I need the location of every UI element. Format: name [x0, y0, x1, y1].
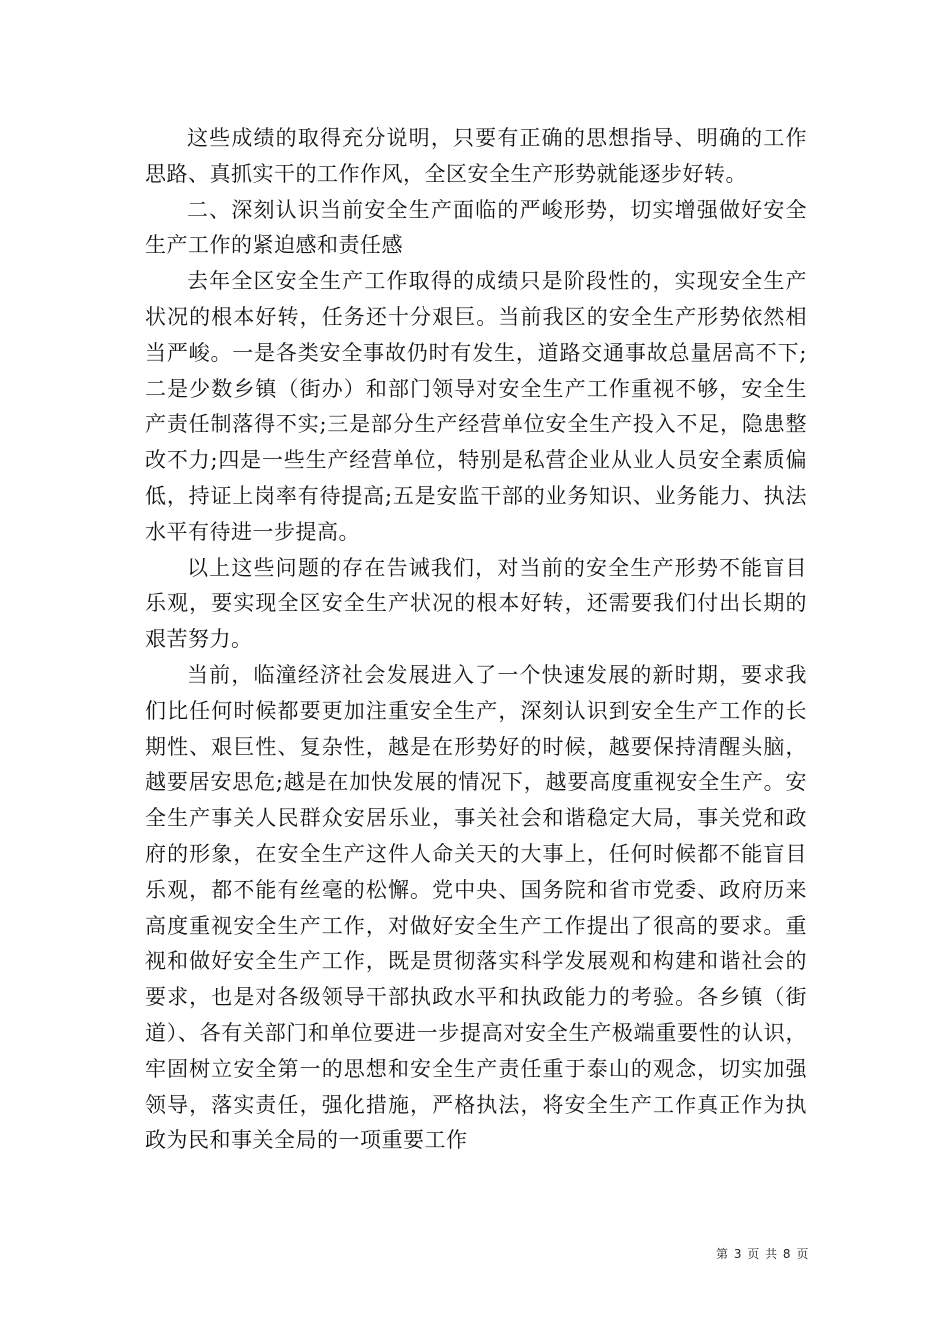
page-number-footer: 第 3 页 共 8 页 [716, 1247, 810, 1261]
section-heading-two: 二、深刻认识当前安全生产面临的严峻形势，切实增强做好安全生产工作的紧迫感和责任感 [145, 197, 807, 258]
paragraph-achievements-summary: 这些成绩的取得充分说明，只要有正确的思想指导、明确的工作思路、真抓实干的工作作风，全区安全生产形势就能逐步好转。 [145, 126, 807, 186]
document-body [145, 121, 807, 1159]
paragraph-current-problems: 去年全区安全生产工作取得的成绩只是阶段性的，实现安全生产状况的根本好转，任务还十分艰巨。当前我区的安全生产形势依然相当严峻。一是各类安全事故仍时有发生，道路交通事故总量居高不下;二是少数乡镇（街办）和部门领导对安全生产工作重视不够，安全生产责任制落得不实;三是部分生产经营单位安全生产投入不足，隐患整改不力;四是一些生产经营单位，特别是私营企业从业人员安全素质偏低，持证上岗率有待提高;五是安监干部的业务知识、业务能力、执法水平有待进一步提高。 [145, 269, 807, 544]
paragraph-new-period: 当前，临潼经济社会发展进入了一个快速发展的新时期，要求我们比任何时候都要更加注重安全生产，深刻认识到安全生产工作的长期性、艰巨性、复杂性，越是在形势好的时候，越要保持清醒头脑，越要居安思危;越是在加快发展的情况下，越要高度重视安全生产。安全生产事关人民群众安居乐业，事关社会和谐稳定大局，事关党和政府的形象，在安全生产这件人命关天的大事上，任何时候都不能盲目乐观，都不能有丝毫的松懈。党中央、国务院和省市党委、政府历来高度重视安全生产工作，对做好安全生产工作提出了很高的要求。重视和做好安全生产工作，既是贯彻落实科学发展观和构建和谐社会的要求，也是对各级领导干部执政水平和执政能力的考验。各乡镇（街道）、各有关部门和单位要进一步提高对安全生产极端重要性的认识，牢固树立安全第一的思想和安全生产责任重于泰山的观念，切实加强领导，落实责任，强化措施，严格执法，将安全生产工作真正作为执政为民和事关全局的一项重要工作 [145, 662, 807, 1153]
paragraph-warning: 以上这些问题的存在告诫我们，对当前的安全生产形势不能盲目乐观，要实现全区安全生产状况的根本好转，还需要我们付出长期的艰苦努力。 [145, 555, 807, 652]
